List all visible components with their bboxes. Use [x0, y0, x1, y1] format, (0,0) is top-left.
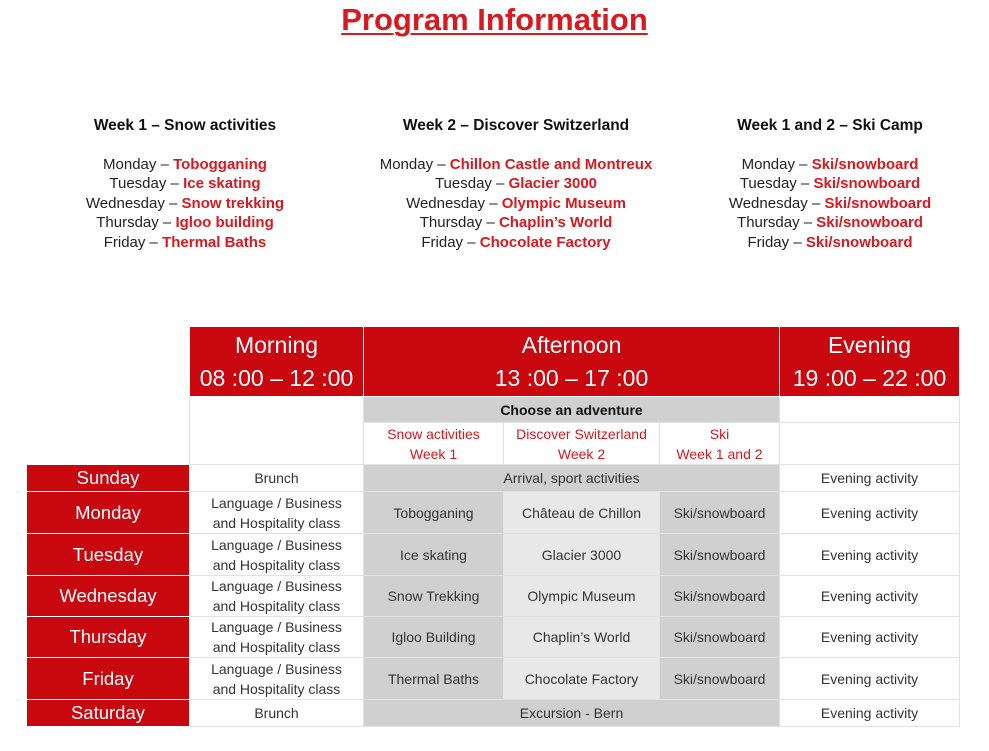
- week-ski-block: [700, 116, 960, 252]
- snow-activity-cell: Snow Trekking: [364, 576, 504, 617]
- week-1-block: [35, 116, 335, 252]
- morning-cell: Language / Business and Hospitality class: [190, 576, 364, 617]
- choose-adventure-label: Choose an adventure: [364, 397, 780, 423]
- week-1-title: Week 1 – Snow activities: [93, 117, 277, 134]
- ski-activity-cell: Ski/snowboard: [660, 617, 780, 658]
- discover-activity-cell: Chocolate Factory: [504, 658, 660, 700]
- week-1-line: Friday – Thermal Baths: [103, 233, 267, 251]
- discover-activity-cell: Chaplin’s World: [504, 617, 660, 658]
- snow-activity-cell: Thermal Baths: [364, 658, 504, 700]
- evening-header: Evening 19 :00 – 22 :00: [780, 327, 960, 397]
- morning-header: Morning 08 :00 – 12 :00: [190, 327, 364, 397]
- discover-activity-cell: Château de Chillon: [504, 492, 660, 534]
- evening-cell: Evening activity: [780, 465, 960, 492]
- week-ski-title: Week 1 and 2 – Ski Camp: [737, 117, 923, 134]
- morning-cell: Language / Business and Hospitality class: [190, 492, 364, 534]
- evening-cell: Evening activity: [780, 700, 960, 727]
- week-ski-line: Thursday – Ski/snowboard: [737, 214, 923, 231]
- header-row: [27, 327, 960, 397]
- week-2-line: Monday – Chillon Castle and Montreux: [379, 155, 653, 173]
- empty-cell: [780, 423, 960, 465]
- snow-activity-cell: Ice skating: [364, 534, 504, 576]
- page-title: Program Information: [341, 2, 648, 37]
- options-row: [27, 423, 960, 465]
- afternoon-cell: Arrival, sport activities: [364, 465, 780, 492]
- day-label: Tuesday: [27, 534, 190, 576]
- evening-cell: Evening activity: [780, 617, 960, 658]
- morning-cell: Language / Business and Hospitality class: [190, 617, 364, 658]
- morning-cell: Language / Business and Hospitality class: [190, 534, 364, 576]
- afternoon-cell: Excursion - Bern: [364, 700, 780, 727]
- week-2-block: [356, 116, 676, 252]
- header-corner: [27, 327, 190, 397]
- evening-cell: Evening activity: [780, 658, 960, 700]
- morning-cell: Brunch: [190, 465, 364, 492]
- morning-cell: Language / Business and Hospitality class: [190, 658, 364, 700]
- week-ski-line: Monday – Ski/snowboard: [741, 155, 919, 173]
- discover-activity-cell: Glacier 3000: [504, 534, 660, 576]
- discover-activity-cell: Olympic Museum: [504, 576, 660, 617]
- sunday-row: [27, 465, 960, 492]
- saturday-row: [27, 700, 960, 727]
- wednesday-row: [27, 576, 960, 617]
- friday-row: [27, 658, 960, 700]
- week-1-line: Wednesday – Snow trekking: [85, 194, 285, 212]
- day-label: Sunday: [27, 465, 190, 492]
- ski-activity-cell: Ski/snowboard: [660, 492, 780, 534]
- evening-cell: Evening activity: [780, 534, 960, 576]
- day-label: Thursday: [27, 617, 190, 658]
- choose-row: [27, 397, 960, 423]
- empty-cell: [780, 397, 960, 423]
- afternoon-header: Afternoon 13 :00 – 17 :00: [364, 327, 780, 397]
- week-2-line: Wednesday – Olympic Museum: [406, 194, 626, 212]
- week-2-title: Week 2 – Discover Switzerland: [402, 117, 630, 134]
- ski-activity-cell: Ski/snowboard: [660, 658, 780, 700]
- snow-activity-cell: Tobogganing: [364, 492, 504, 534]
- week-ski-line: Wednesday – Ski/snowboard: [728, 194, 932, 212]
- week-2-line: Friday – Chocolate Factory: [421, 233, 611, 251]
- evening-cell: Evening activity: [780, 492, 960, 534]
- ski-activity-cell: Ski/snowboard: [660, 534, 780, 576]
- week-1-line: Tuesday – Ice skating: [109, 175, 261, 192]
- evening-cell: Evening activity: [780, 576, 960, 617]
- week-2-line: Tuesday – Glacier 3000: [434, 175, 598, 192]
- day-label: Monday: [27, 492, 190, 534]
- snow-activity-cell: Igloo Building: [364, 617, 504, 658]
- week-2-line: Thursday – Chaplin’s World: [419, 214, 613, 231]
- option-discover-switzerland: Discover Switzerland Week 2: [504, 423, 660, 465]
- tuesday-row: [27, 534, 960, 576]
- morning-cell: Brunch: [190, 700, 364, 727]
- week-1-line: Thursday – Igloo building: [96, 214, 274, 231]
- day-label: Wednesday: [27, 576, 190, 617]
- week-ski-line: Tuesday – Ski/snowboard: [739, 175, 921, 192]
- week-ski-line: Friday – Ski/snowboard: [747, 233, 913, 251]
- day-label: Friday: [27, 658, 190, 700]
- ski-activity-cell: Ski/snowboard: [660, 576, 780, 617]
- week-1-line: Monday – Tobogganing: [103, 155, 267, 173]
- day-label: Saturday: [27, 700, 190, 727]
- monday-row: [27, 492, 960, 534]
- schedule-table: [26, 326, 960, 727]
- empty-cell: [27, 423, 190, 465]
- empty-cell: [190, 397, 364, 465]
- empty-cell: [27, 397, 190, 423]
- option-ski: Ski Week 1 and 2: [660, 423, 780, 465]
- option-snow-activities: Snow activities Week 1: [364, 423, 504, 465]
- thursday-row: [27, 617, 960, 658]
